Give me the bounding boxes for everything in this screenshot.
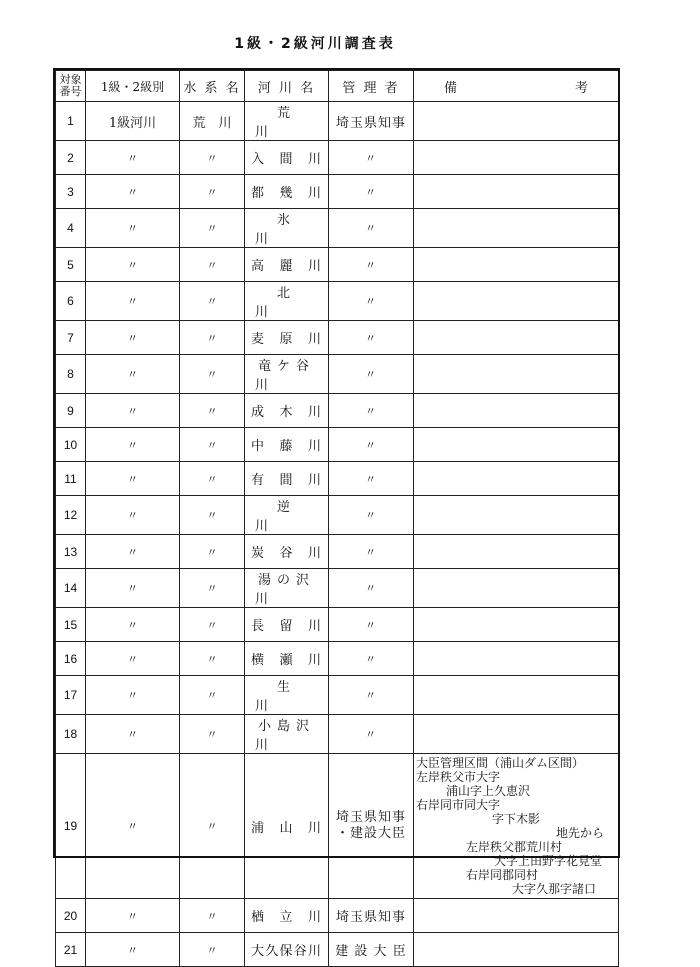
- cell-class: 〃: [86, 496, 180, 535]
- header-class: 1級・2級別: [86, 71, 180, 102]
- cell-note: [414, 535, 619, 569]
- cell-number: 16: [56, 642, 86, 676]
- cell-river: 成 木 川: [245, 394, 329, 428]
- cell-river: 入 間 川: [245, 141, 329, 175]
- cell-manager: 〃: [329, 355, 414, 394]
- table-row: [56, 715, 619, 754]
- note-line: 字下木影: [492, 812, 541, 826]
- cell-system: 〃: [180, 282, 245, 321]
- cell-manager: 埼玉県知事: [329, 102, 414, 141]
- cell-system: 〃: [180, 715, 245, 754]
- cell-note: [414, 428, 619, 462]
- table-row: [56, 754, 619, 899]
- cell-system: 〃: [180, 394, 245, 428]
- cell-class: 〃: [86, 141, 180, 175]
- cell-number: 7: [56, 321, 86, 355]
- cell-manager: 〃: [329, 282, 414, 321]
- cell-manager: 建 設 大 臣: [329, 933, 414, 967]
- cell-class: 〃: [86, 608, 180, 642]
- cell-class: 〃: [86, 676, 180, 715]
- table-row: [56, 282, 619, 321]
- cell-class: 〃: [86, 642, 180, 676]
- header-system: 水 系 名: [180, 71, 245, 102]
- cell-river: 北 川: [245, 282, 329, 321]
- cell-number: 5: [56, 248, 86, 282]
- table-row: [56, 355, 619, 394]
- cell-manager: 〃: [329, 569, 414, 608]
- cell-river: 生 川: [245, 676, 329, 715]
- table-row: [56, 462, 619, 496]
- cell-class: 〃: [86, 355, 180, 394]
- cell-system: 〃: [180, 141, 245, 175]
- cell-system: 〃: [180, 676, 245, 715]
- header-manager: 管 理 者: [329, 71, 414, 102]
- header-note-left: 備: [444, 80, 460, 96]
- cell-system: 〃: [180, 175, 245, 209]
- header-note-right: 考: [574, 80, 590, 96]
- cell-class: 〃: [86, 535, 180, 569]
- cell-manager: 〃: [329, 715, 414, 754]
- cell-note: [414, 676, 619, 715]
- cell-class: 〃: [86, 248, 180, 282]
- cell-river: 麦 原 川: [245, 321, 329, 355]
- cell-manager: 〃: [329, 642, 414, 676]
- cell-number: 18: [56, 715, 86, 754]
- cell-river: 横 瀬 川: [245, 642, 329, 676]
- cell-system: 〃: [180, 496, 245, 535]
- note-line: 左岸秩父郡荒川村: [466, 840, 563, 854]
- table-row: [56, 102, 619, 141]
- cell-system: 〃: [180, 462, 245, 496]
- cell-number: 10: [56, 428, 86, 462]
- cell-class: 〃: [86, 175, 180, 209]
- cell-note: [414, 209, 619, 248]
- cell-manager: 〃: [329, 248, 414, 282]
- cell-number: 4: [56, 209, 86, 248]
- cell-number: 14: [56, 569, 86, 608]
- cell-river: 有 間 川: [245, 462, 329, 496]
- cell-manager: 〃: [329, 175, 414, 209]
- cell-note: [414, 462, 619, 496]
- cell-number: 3: [56, 175, 86, 209]
- cell-manager: 埼玉県知事: [329, 899, 414, 933]
- cell-manager: 〃: [329, 428, 414, 462]
- table-row: [56, 141, 619, 175]
- cell-river: 荒 川: [245, 102, 329, 141]
- cell-class: 〃: [86, 462, 180, 496]
- cell-class: 〃: [86, 715, 180, 754]
- cell-number: 9: [56, 394, 86, 428]
- cell-number: 1: [56, 102, 86, 141]
- cell-note: [414, 933, 619, 967]
- cell-note: [414, 175, 619, 209]
- table-row: [56, 394, 619, 428]
- cell-note: [414, 496, 619, 535]
- note-line: 左岸秩父市大字: [416, 770, 501, 784]
- cell-note: [414, 608, 619, 642]
- cell-system: 荒 川: [180, 102, 245, 141]
- table-row: [56, 608, 619, 642]
- cell-river: 逆 川: [245, 496, 329, 535]
- cell-river: 中 藤 川: [245, 428, 329, 462]
- cell-note: [414, 102, 619, 141]
- table-row: [56, 175, 619, 209]
- cell-note: [414, 715, 619, 754]
- cell-class: 〃: [86, 428, 180, 462]
- note-line: 右岸同市同大字: [416, 798, 501, 812]
- river-survey-table: [55, 70, 619, 967]
- cell-note: [414, 899, 619, 933]
- cell-manager: 〃: [329, 394, 414, 428]
- cell-river: 都 幾 川: [245, 175, 329, 209]
- cell-river: 大久保谷川: [245, 933, 329, 967]
- cell-river: 長 留 川: [245, 608, 329, 642]
- cell-class: 〃: [86, 933, 180, 967]
- cell-manager: 〃: [329, 462, 414, 496]
- cell-class: 〃: [86, 394, 180, 428]
- header-river: 河 川 名: [245, 71, 329, 102]
- cell-number: 6: [56, 282, 86, 321]
- cell-note: [414, 642, 619, 676]
- cell-system: 〃: [180, 933, 245, 967]
- table-row: [56, 535, 619, 569]
- cell-manager: 〃: [329, 676, 414, 715]
- cell-system: 〃: [180, 428, 245, 462]
- cell-system: 〃: [180, 321, 245, 355]
- page-title: 1級・2級河川調査表: [234, 36, 396, 52]
- cell-note: [414, 355, 619, 394]
- cell-system: 〃: [180, 899, 245, 933]
- cell-river: 浦 山 川: [245, 754, 329, 899]
- cell-system: 〃: [180, 608, 245, 642]
- cell-note: [414, 321, 619, 355]
- cell-note: [414, 569, 619, 608]
- cell-number: 12: [56, 496, 86, 535]
- cell-river: 湯の沢川: [245, 569, 329, 608]
- note-line: 浦山字上久恵沢: [446, 784, 531, 798]
- cell-number: 8: [56, 355, 86, 394]
- table-row: [56, 209, 619, 248]
- table-row: [56, 496, 619, 535]
- cell-class: 〃: [86, 899, 180, 933]
- cell-note: [414, 141, 619, 175]
- cell-class: 1級河川: [86, 102, 180, 141]
- note-line: 大字久那字諸口: [512, 882, 597, 896]
- table-row: [56, 899, 619, 933]
- cell-system: 〃: [180, 642, 245, 676]
- cell-system: 〃: [180, 355, 245, 394]
- note-line: 右岸同郡同村: [466, 868, 539, 882]
- table-row: [56, 676, 619, 715]
- table-row: [56, 428, 619, 462]
- cell-note: [414, 754, 619, 899]
- cell-river: 竜ケ谷川: [245, 355, 329, 394]
- cell-number: 13: [56, 535, 86, 569]
- note-line: 大字上田野字花見堂: [494, 854, 603, 868]
- table-row: [56, 248, 619, 282]
- note-19-text: [416, 756, 616, 896]
- cell-system: 〃: [180, 754, 245, 899]
- header-note: [414, 71, 619, 102]
- table-header-row: [56, 71, 619, 102]
- cell-class: 〃: [86, 209, 180, 248]
- cell-number: 15: [56, 608, 86, 642]
- cell-number: 11: [56, 462, 86, 496]
- cell-manager: 〃: [329, 209, 414, 248]
- cell-number: 19: [56, 754, 86, 899]
- cell-system: 〃: [180, 248, 245, 282]
- cell-river: 小島沢川: [245, 715, 329, 754]
- cell-class: 〃: [86, 321, 180, 355]
- cell-manager: 〃: [329, 608, 414, 642]
- cell-river: 高 麗 川: [245, 248, 329, 282]
- cell-manager: 〃: [329, 141, 414, 175]
- cell-note: [414, 282, 619, 321]
- table-row: [56, 933, 619, 967]
- cell-class: 〃: [86, 282, 180, 321]
- table-row: [56, 569, 619, 608]
- header-index: 対象 番号: [56, 71, 86, 102]
- cell-number: 20: [56, 899, 86, 933]
- cell-river: 楢 立 川: [245, 899, 329, 933]
- cell-system: 〃: [180, 535, 245, 569]
- cell-system: 〃: [180, 569, 245, 608]
- table-row: [56, 321, 619, 355]
- cell-system: 〃: [180, 209, 245, 248]
- note-line: 地先から: [556, 826, 605, 840]
- cell-river: 氷 川: [245, 209, 329, 248]
- cell-note: [414, 394, 619, 428]
- cell-note: [414, 248, 619, 282]
- table-body: [56, 102, 619, 967]
- cell-manager: 〃: [329, 496, 414, 535]
- cell-manager: 埼玉県知事 ・建設大臣: [329, 754, 414, 899]
- cell-number: 17: [56, 676, 86, 715]
- cell-river: 炭 谷 川: [245, 535, 329, 569]
- cell-number: 21: [56, 933, 86, 967]
- cell-number: 2: [56, 141, 86, 175]
- cell-class: 〃: [86, 754, 180, 899]
- note-line: 大臣管理区間（浦山ダム区間）: [416, 756, 585, 770]
- cell-manager: 〃: [329, 535, 414, 569]
- table-row: [56, 642, 619, 676]
- cell-manager: 〃: [329, 321, 414, 355]
- cell-class: 〃: [86, 569, 180, 608]
